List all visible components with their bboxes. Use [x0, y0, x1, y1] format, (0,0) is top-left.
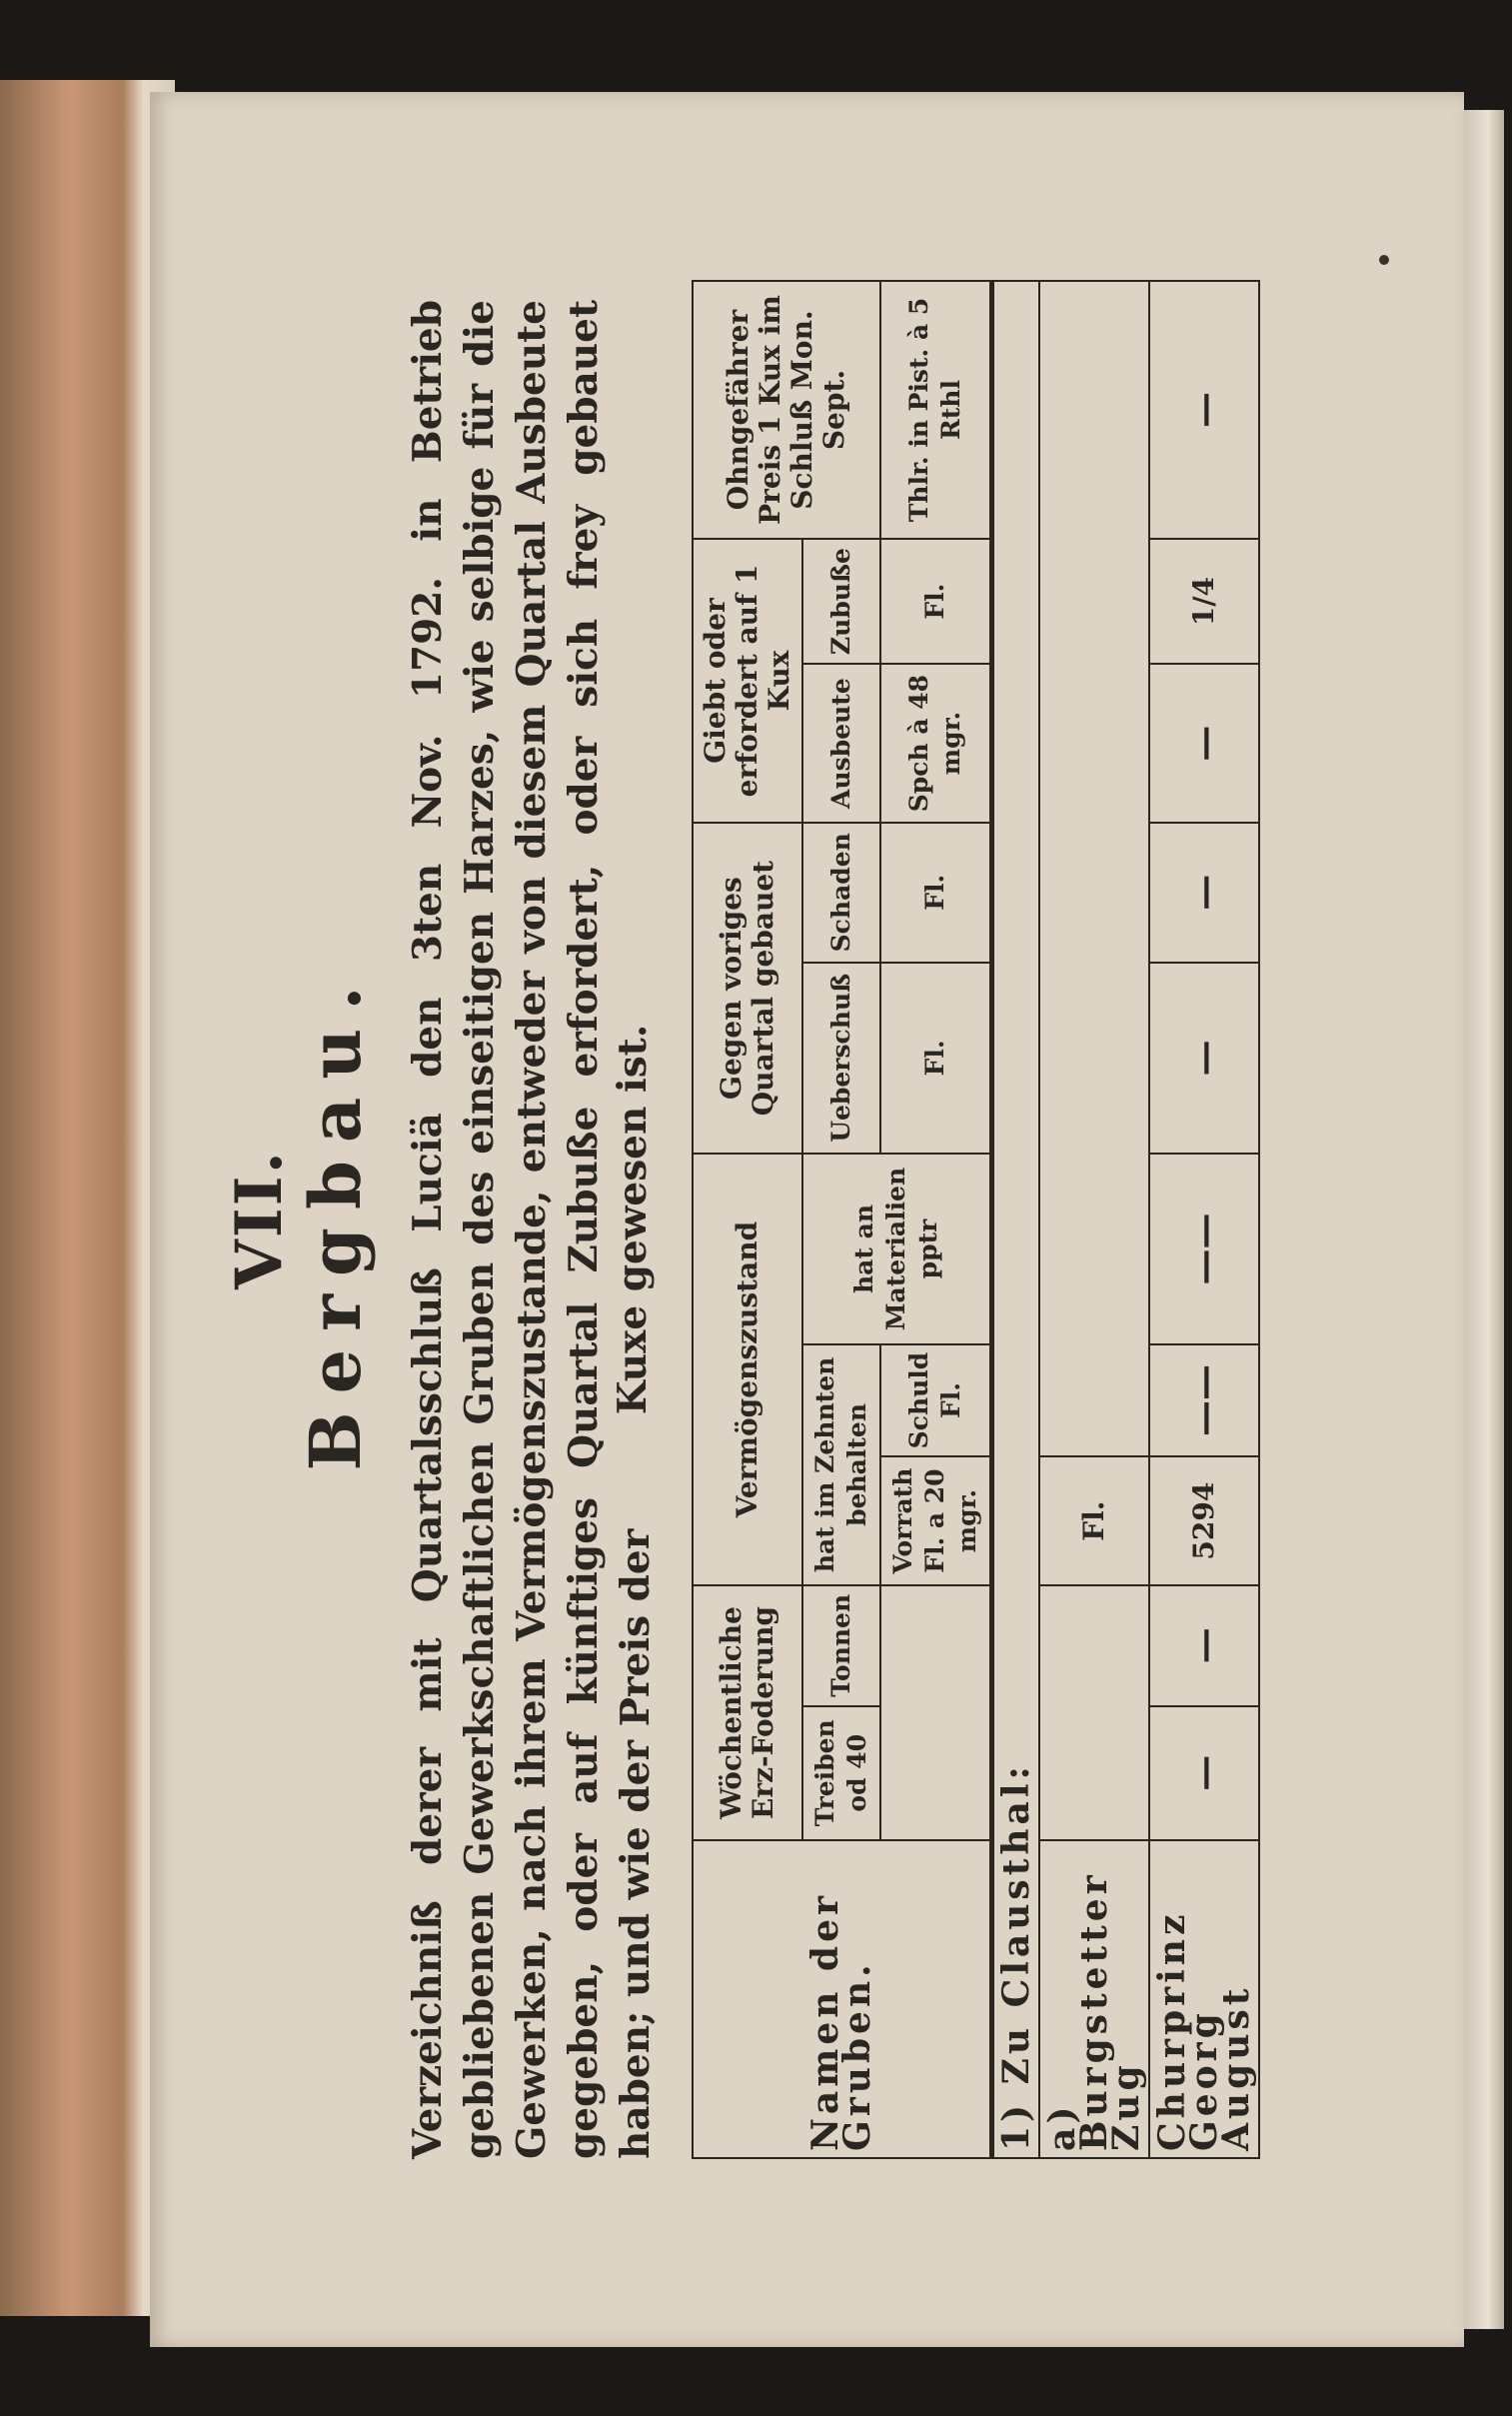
subheader-materials: hat an Materialien pptr [802, 1154, 992, 1344]
unit-contribution: Fl. [880, 539, 992, 664]
subheader-surplus: Ueberschuß [802, 963, 880, 1155]
subheader-loss: Schaden [802, 823, 880, 963]
subsection-blank-ore [1039, 1585, 1149, 1840]
cell-zubusse: 1/4 [1149, 539, 1259, 664]
book-fore-edge [0, 80, 175, 2316]
subsection-row [1039, 281, 1149, 2158]
units-schuld-cell [880, 1344, 992, 1456]
table-row [1149, 281, 1259, 2158]
unit-debt: Fl. [936, 1382, 965, 1418]
header-per-share: Giebt oder erfordert auf 1 Kux [693, 539, 802, 823]
header-mine-names: Namen der Gruben. [693, 1840, 992, 2158]
chapter-number: VII. [222, 1150, 297, 1289]
header-share-price: Ohngefährer Preis 1 Kux im Schluß Mon. Sept. [693, 281, 880, 539]
units-ore [880, 1585, 992, 1840]
cell-schaden: — [1149, 823, 1259, 963]
subsection-unit-material: Fl. [1039, 1456, 1149, 1585]
cell-material: —— [1149, 1154, 1259, 1344]
section-row [992, 281, 1040, 2158]
subheader-tenth: hat im Zehnten behalten [802, 1344, 880, 1585]
subheader-debt: Schuld [904, 1351, 933, 1449]
cell-schuld: —— [1149, 1344, 1259, 1456]
next-page-edge [1464, 110, 1504, 2329]
subheader-treiben: Treiben od 40 [802, 1706, 880, 1840]
subsection-burgstetter: a) Burgstetter Zug [1039, 1840, 1149, 2158]
cell-tonnen: — [1149, 1585, 1259, 1706]
cell-ueberschuss: — [1149, 963, 1259, 1155]
rotated-page-content [222, 240, 1391, 2199]
subheader-tonnen: Tonnen [802, 1585, 880, 1706]
header-vs-previous: Gegen voriges Quartal gebauet [693, 823, 802, 1154]
cell-ausbeute: — [1149, 664, 1259, 823]
unit-surplus: Fl. [880, 963, 992, 1155]
unit-loss: Fl. [880, 823, 992, 963]
table-header-row [693, 281, 802, 2158]
subheader-contribution: Zubuße [802, 539, 880, 664]
section-clausthal: 1) Zu Clausthal: [992, 281, 1040, 2158]
intro-paragraph: Verzeichniß derer mit Quartalsschluß Luciä den 3ten Nov. 1792. in Betrieb gebliebenen Gewerkschaftlichen Gruben des einseitigen Harzes, wie selbige für die Gewerken, nach ihrem Vermögenszustande, entweder von diesem Quartal Ausbeute gegeben, oder auf künftiges Quartal Zubuße erfordert, oder sich frey gebauet haben; und wie der Preis der [405, 300, 659, 2159]
cell-treiben: — [1149, 1706, 1259, 1840]
header-assets: Vermögenszustand [693, 1154, 802, 1585]
header-ore-output: Wöchentliche Erz-Foderung [693, 1585, 802, 1840]
unit-yield: Spch à 48 mgr. [880, 664, 992, 823]
unit-price: Thlr. in Pist. à 5 Rthl [880, 281, 992, 539]
units-vorrath-cell [880, 1456, 992, 1585]
cell-vorrath: 5294 [1149, 1456, 1259, 1585]
mine-name: Churprinz Georg August [1149, 1840, 1259, 2158]
unit-stock: Fl. a 20 mgr. [920, 1468, 981, 1573]
subheader-yield: Ausbeute [802, 664, 880, 823]
chapter-title: Bergbau. [294, 968, 377, 1471]
mines-table [692, 280, 1260, 2159]
cell-preis: — [1149, 281, 1259, 539]
intro-last-line: Kuxe gewesen ist. [610, 1024, 656, 1415]
subheader-stock: Vorrath [888, 1467, 917, 1574]
subsection-blank-rest [1039, 281, 1149, 1456]
